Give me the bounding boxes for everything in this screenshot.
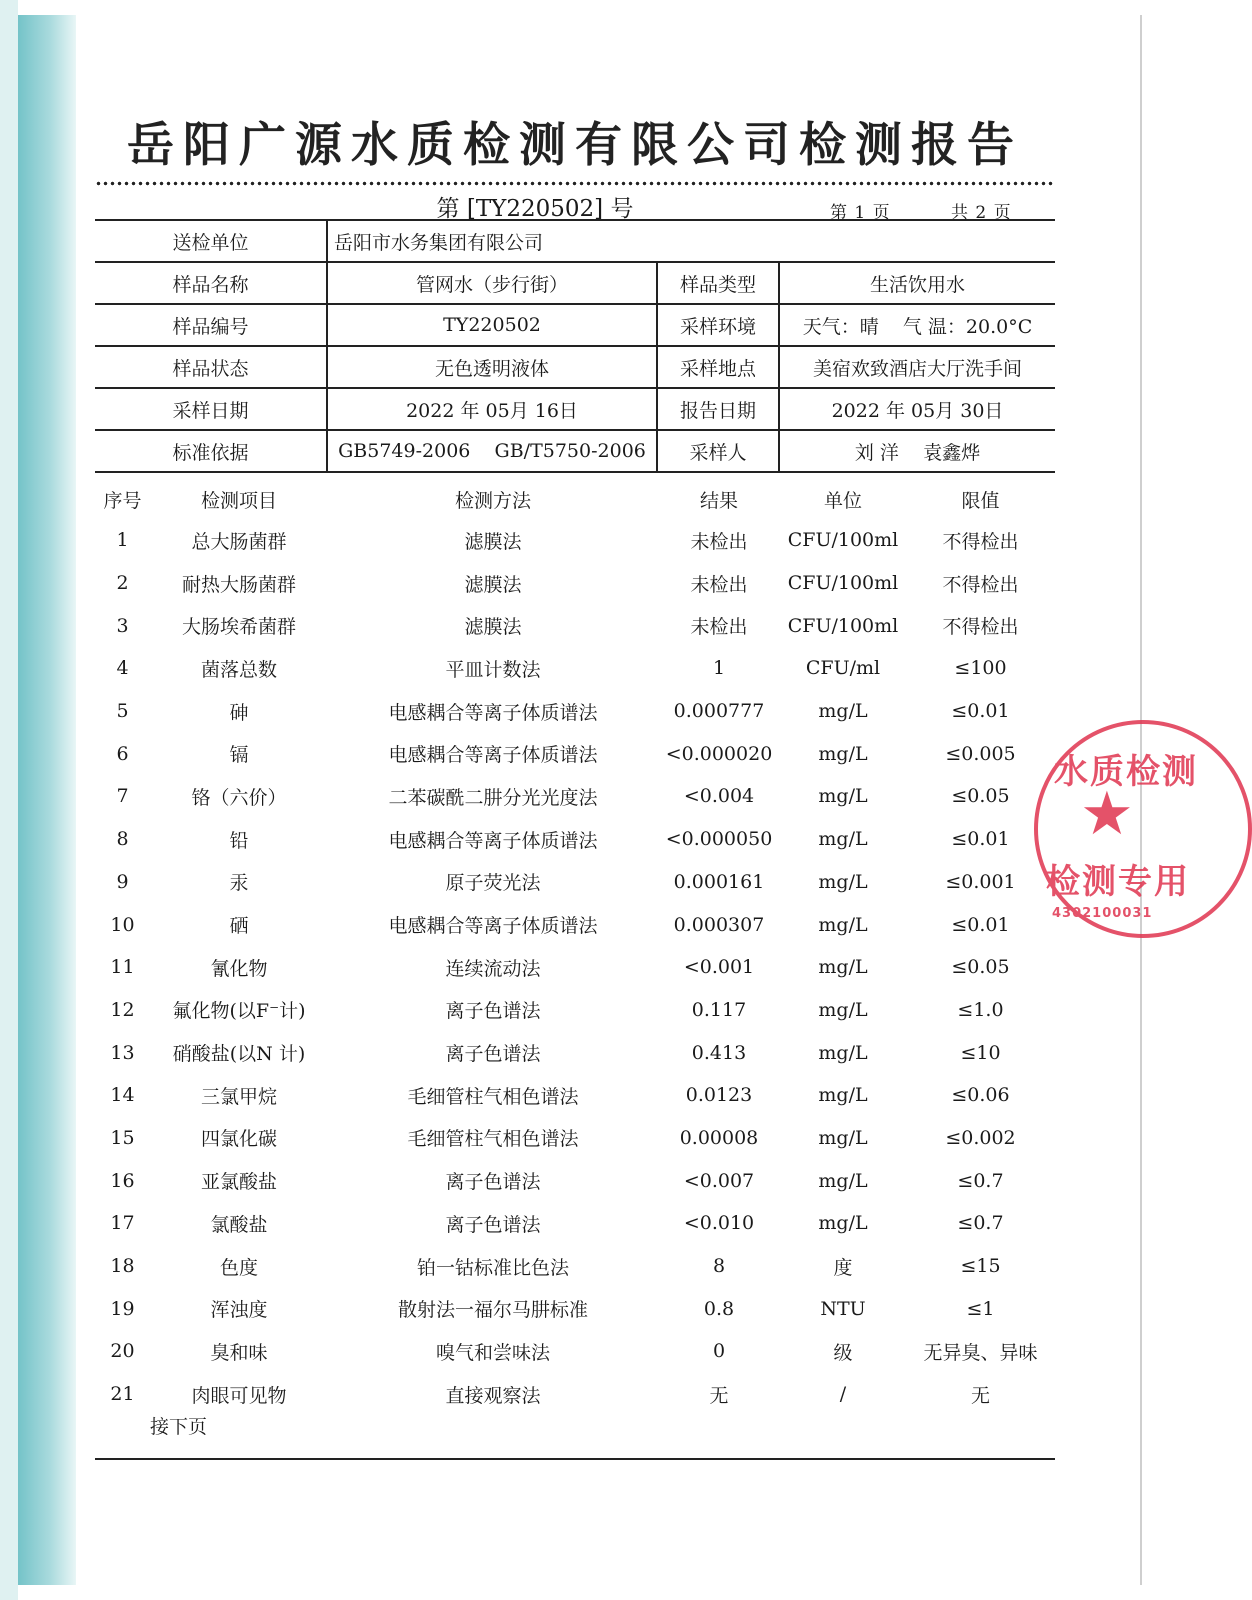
cell-limit: ≤0.01 xyxy=(951,913,1010,936)
cell-limit: ≤0.7 xyxy=(957,1212,1004,1235)
cell-result: 0.0123 xyxy=(685,1084,753,1107)
cell-item: 硒 xyxy=(229,915,249,938)
cell-unit: mg/L xyxy=(818,913,868,936)
cell-limit: 无 xyxy=(970,1384,990,1407)
cell-limit: ≤1 xyxy=(966,1297,995,1320)
cell-unit: / xyxy=(839,1383,847,1406)
cell-no: 8 xyxy=(116,828,129,851)
sample-info-table xyxy=(95,219,1055,473)
info-row xyxy=(95,346,1055,388)
cell-item: 硝酸盐(以N 计) xyxy=(172,1043,306,1066)
header-result: 结果 xyxy=(699,489,738,512)
cell-no: 13 xyxy=(110,1041,135,1064)
page-total: 共 2 页 xyxy=(951,203,1012,223)
table-row xyxy=(95,1031,1055,1074)
table-row xyxy=(95,989,1055,1032)
header-method: 检测方法 xyxy=(454,489,531,512)
cell-item: 大肠埃希菌群 xyxy=(181,616,296,639)
table-row xyxy=(95,903,1055,946)
cell-limit: 无异臭、异味 xyxy=(923,1341,1038,1364)
sample-type-label: 样品类型 xyxy=(657,262,779,304)
env-label: 采样环境 xyxy=(657,304,779,346)
cell-method: 电感耦合等离子体质谱法 xyxy=(388,701,598,724)
cell-unit: CFU/100ml xyxy=(787,572,899,595)
cell-no: 9 xyxy=(116,870,129,893)
table-row xyxy=(95,690,1055,733)
table-row xyxy=(95,519,1055,562)
table-row xyxy=(95,1159,1055,1202)
cell-limit: ≤15 xyxy=(960,1255,1001,1278)
client-value: 岳阳市水务集团有限公司 xyxy=(327,220,1055,262)
cell-item: 铅 xyxy=(229,829,249,852)
table-row xyxy=(95,1330,1055,1373)
cell-result: <0.000050 xyxy=(665,828,773,851)
report-date-label: 报告日期 xyxy=(657,388,779,430)
sample-no-label: 样品编号 xyxy=(95,304,327,346)
sampler-value: 刘 洋 袁鑫烨 xyxy=(779,430,1055,472)
info-row xyxy=(95,262,1055,304)
cell-unit: mg/L xyxy=(818,1169,868,1192)
table-row xyxy=(95,1074,1055,1117)
table-row xyxy=(95,946,1055,989)
cell-method: 滤膜法 xyxy=(464,530,522,553)
cell-result: <0.010 xyxy=(683,1212,755,1235)
info-row xyxy=(95,430,1055,472)
page-current: 第 1 页 xyxy=(830,203,891,223)
cell-unit: CFU/100ml xyxy=(787,614,899,637)
cell-method: 二苯碳酰二肼分光光度法 xyxy=(388,786,598,809)
sample-type-value: 生活饮用水 xyxy=(779,262,1055,304)
cell-limit: ≤0.06 xyxy=(951,1084,1010,1107)
official-seal xyxy=(1034,720,1252,938)
cell-unit: mg/L xyxy=(818,956,868,979)
scan-edge xyxy=(0,0,18,1600)
cell-limit: ≤0.01 xyxy=(951,700,1010,723)
cell-limit: 不得检出 xyxy=(942,616,1019,639)
cell-item: 铬（六价） xyxy=(191,786,287,809)
cell-result: 0.000161 xyxy=(673,870,765,893)
cell-no: 20 xyxy=(110,1340,135,1363)
cell-limit: 不得检出 xyxy=(942,573,1019,596)
table-row xyxy=(95,647,1055,690)
cell-item: 氯酸盐 xyxy=(210,1213,268,1236)
seal-top-text: 水质检测 xyxy=(1054,752,1198,792)
cell-result: <0.004 xyxy=(683,785,755,808)
cell-item: 汞 xyxy=(229,872,249,895)
cell-no: 6 xyxy=(116,742,129,765)
sample-no-value: TY220502 xyxy=(327,304,657,346)
table-row xyxy=(95,775,1055,818)
cell-limit: ≤1.0 xyxy=(957,998,1004,1021)
env-value: 天气：晴 气 温：20.0°C xyxy=(779,304,1055,346)
cell-limit: ≤0.001 xyxy=(945,870,1016,893)
dotted-divider xyxy=(95,180,1055,187)
cell-unit: 度 xyxy=(833,1256,853,1279)
standard-label: 标准依据 xyxy=(95,430,327,472)
report-number: 第 [TY220502] 号 xyxy=(436,196,634,222)
sample-name-label: 样品名称 xyxy=(95,262,327,304)
cell-limit: ≤0.05 xyxy=(951,785,1010,808)
cell-limit: ≤0.002 xyxy=(945,1126,1016,1149)
cell-unit: mg/L xyxy=(818,1041,868,1064)
cell-result: 1 xyxy=(712,657,726,680)
cell-no: 19 xyxy=(110,1297,135,1320)
table-row xyxy=(95,732,1055,775)
star-icon: ★ xyxy=(1080,779,1134,849)
cell-no: 14 xyxy=(110,1084,135,1107)
cell-limit: ≤0.005 xyxy=(945,742,1016,765)
cell-method: 离子色谱法 xyxy=(445,1043,541,1066)
cell-method: 直接观察法 xyxy=(445,1384,541,1407)
cell-no: 16 xyxy=(110,1169,135,1192)
header-no: 序号 xyxy=(103,489,142,512)
bottom-divider xyxy=(95,1458,1055,1460)
cell-unit: NTU xyxy=(820,1297,866,1320)
cell-item: 四氯化碳 xyxy=(200,1128,277,1151)
cell-item: 臭和味 xyxy=(210,1341,268,1364)
cell-method: 离子色谱法 xyxy=(445,1171,541,1194)
cell-item: 氟化物(以F⁻计) xyxy=(172,1000,306,1023)
cell-result: 未检出 xyxy=(690,616,748,639)
cell-unit: mg/L xyxy=(818,742,868,765)
report-title: 岳阳广源水质检测有限公司检测报告 xyxy=(127,118,1023,173)
cell-unit: CFU/100ml xyxy=(787,529,899,552)
info-row xyxy=(95,220,1055,262)
seal-middle-text: 检测专用 xyxy=(1046,862,1190,902)
cell-item: 亚氯酸盐 xyxy=(200,1171,277,1194)
cell-result: 0.413 xyxy=(691,1041,747,1064)
cell-result: 0.000777 xyxy=(673,700,765,723)
cell-method: 毛细管柱气相色谱法 xyxy=(407,1128,579,1151)
sample-date-label: 采样日期 xyxy=(95,388,327,430)
standard-value: GB5749-2006 GB/T5750-2006 xyxy=(327,430,657,472)
cell-item: 砷 xyxy=(229,701,249,724)
cell-limit: ≤0.01 xyxy=(951,828,1010,851)
info-row xyxy=(95,304,1055,346)
cell-method: 散射法一福尔马肼标准 xyxy=(397,1299,588,1322)
table-row xyxy=(95,604,1055,647)
cell-result: 0.000307 xyxy=(673,913,765,936)
cell-result: 0.00008 xyxy=(679,1126,759,1149)
cell-unit: mg/L xyxy=(818,828,868,851)
info-row xyxy=(95,388,1055,430)
site-label: 采样地点 xyxy=(657,346,779,388)
cell-limit: ≤0.7 xyxy=(957,1169,1004,1192)
cell-method: 电感耦合等离子体质谱法 xyxy=(388,829,598,852)
cell-limit: ≤100 xyxy=(954,657,1007,680)
cell-item: 镉 xyxy=(229,744,249,767)
sample-date-value: 2022 年 05月 16日 xyxy=(327,388,657,430)
cell-unit: mg/L xyxy=(818,870,868,893)
header-item: 检测项目 xyxy=(200,489,277,512)
binding-strip xyxy=(18,15,76,1585)
cell-no: 4 xyxy=(116,657,129,680)
cell-limit: ≤0.05 xyxy=(951,956,1010,979)
state-label: 样品状态 xyxy=(95,346,327,388)
cell-item: 总大肠菌群 xyxy=(191,530,287,553)
cell-unit: mg/L xyxy=(818,1084,868,1107)
cell-limit: 不得检出 xyxy=(942,530,1019,553)
header-unit: 单位 xyxy=(823,489,862,512)
cell-no: 1 xyxy=(116,529,129,552)
cell-method: 离子色谱法 xyxy=(445,1213,541,1236)
cell-method: 嗅气和尝味法 xyxy=(435,1341,550,1364)
cell-unit: CFU/ml xyxy=(805,657,881,680)
cell-result: <0.000020 xyxy=(665,742,773,765)
cell-no: 11 xyxy=(110,956,135,979)
table-row xyxy=(95,1117,1055,1160)
cell-result: 0.117 xyxy=(691,998,747,1021)
table-row xyxy=(95,861,1055,904)
cell-no: 7 xyxy=(116,785,129,808)
table-row xyxy=(95,1287,1055,1330)
cell-item: 色度 xyxy=(219,1256,258,1279)
continued-note: 接下页 xyxy=(150,1416,208,1438)
table-row xyxy=(95,562,1055,605)
cell-item: 菌落总数 xyxy=(200,658,277,681)
cell-method: 离子色谱法 xyxy=(445,1000,541,1023)
results-header-row xyxy=(95,479,1055,519)
cell-method: 平皿计数法 xyxy=(445,658,541,681)
site-value: 美宿欢致酒店大厅洗手间 xyxy=(779,346,1055,388)
cell-no: 10 xyxy=(110,913,135,936)
table-row xyxy=(95,1202,1055,1245)
report-date-value: 2022 年 05月 30日 xyxy=(779,388,1055,430)
sampler-label: 采样人 xyxy=(657,430,779,472)
client-label: 送检单位 xyxy=(95,220,327,262)
cell-result: 0.8 xyxy=(703,1297,735,1320)
cell-result: <0.007 xyxy=(683,1169,755,1192)
cell-result: <0.001 xyxy=(683,956,755,979)
cell-result: 未检出 xyxy=(690,530,748,553)
cell-item: 浑浊度 xyxy=(210,1299,268,1322)
cell-method: 滤膜法 xyxy=(464,616,522,639)
cell-method: 铂一钴标准比色法 xyxy=(416,1256,569,1279)
cell-unit: 级 xyxy=(833,1341,853,1364)
results-table xyxy=(95,479,1055,1415)
cell-no: 15 xyxy=(110,1126,135,1149)
cell-no: 2 xyxy=(116,572,129,595)
cell-item: 肉眼可见物 xyxy=(191,1384,287,1407)
cell-method: 滤膜法 xyxy=(464,573,522,596)
cell-unit: mg/L xyxy=(818,998,868,1021)
cell-no: 12 xyxy=(110,998,135,1021)
cell-method: 连续流动法 xyxy=(445,957,541,980)
cell-result: 未检出 xyxy=(690,573,748,596)
cell-limit: ≤10 xyxy=(960,1041,1001,1064)
cell-method: 电感耦合等离子体质谱法 xyxy=(388,915,598,938)
sample-name-value: 管网水（步行街） xyxy=(327,262,657,304)
table-row xyxy=(95,1373,1055,1416)
cell-no: 17 xyxy=(110,1212,135,1235)
cell-item: 三氯甲烷 xyxy=(200,1085,277,1108)
cell-result: 0 xyxy=(712,1340,726,1363)
cell-method: 原子荧光法 xyxy=(445,872,541,895)
cell-no: 3 xyxy=(116,614,129,637)
cell-method: 毛细管柱气相色谱法 xyxy=(407,1085,579,1108)
cell-item: 耐热大肠菌群 xyxy=(181,573,296,596)
header-limit: 限值 xyxy=(961,489,1000,512)
cell-item: 氰化物 xyxy=(210,957,268,980)
cell-no: 18 xyxy=(110,1255,135,1278)
cell-no: 21 xyxy=(110,1383,135,1406)
cell-unit: mg/L xyxy=(818,1212,868,1235)
cell-result: 8 xyxy=(712,1255,726,1278)
cell-no: 5 xyxy=(116,700,129,723)
cell-unit: mg/L xyxy=(818,1126,868,1149)
cell-method: 电感耦合等离子体质谱法 xyxy=(388,744,598,767)
seal-code: 4302100031 xyxy=(1052,906,1153,921)
cell-unit: mg/L xyxy=(818,700,868,723)
table-row xyxy=(95,1245,1055,1288)
cell-result: 无 xyxy=(709,1384,729,1407)
table-row xyxy=(95,818,1055,861)
state-value: 无色透明液体 xyxy=(327,346,657,388)
cell-unit: mg/L xyxy=(818,785,868,808)
